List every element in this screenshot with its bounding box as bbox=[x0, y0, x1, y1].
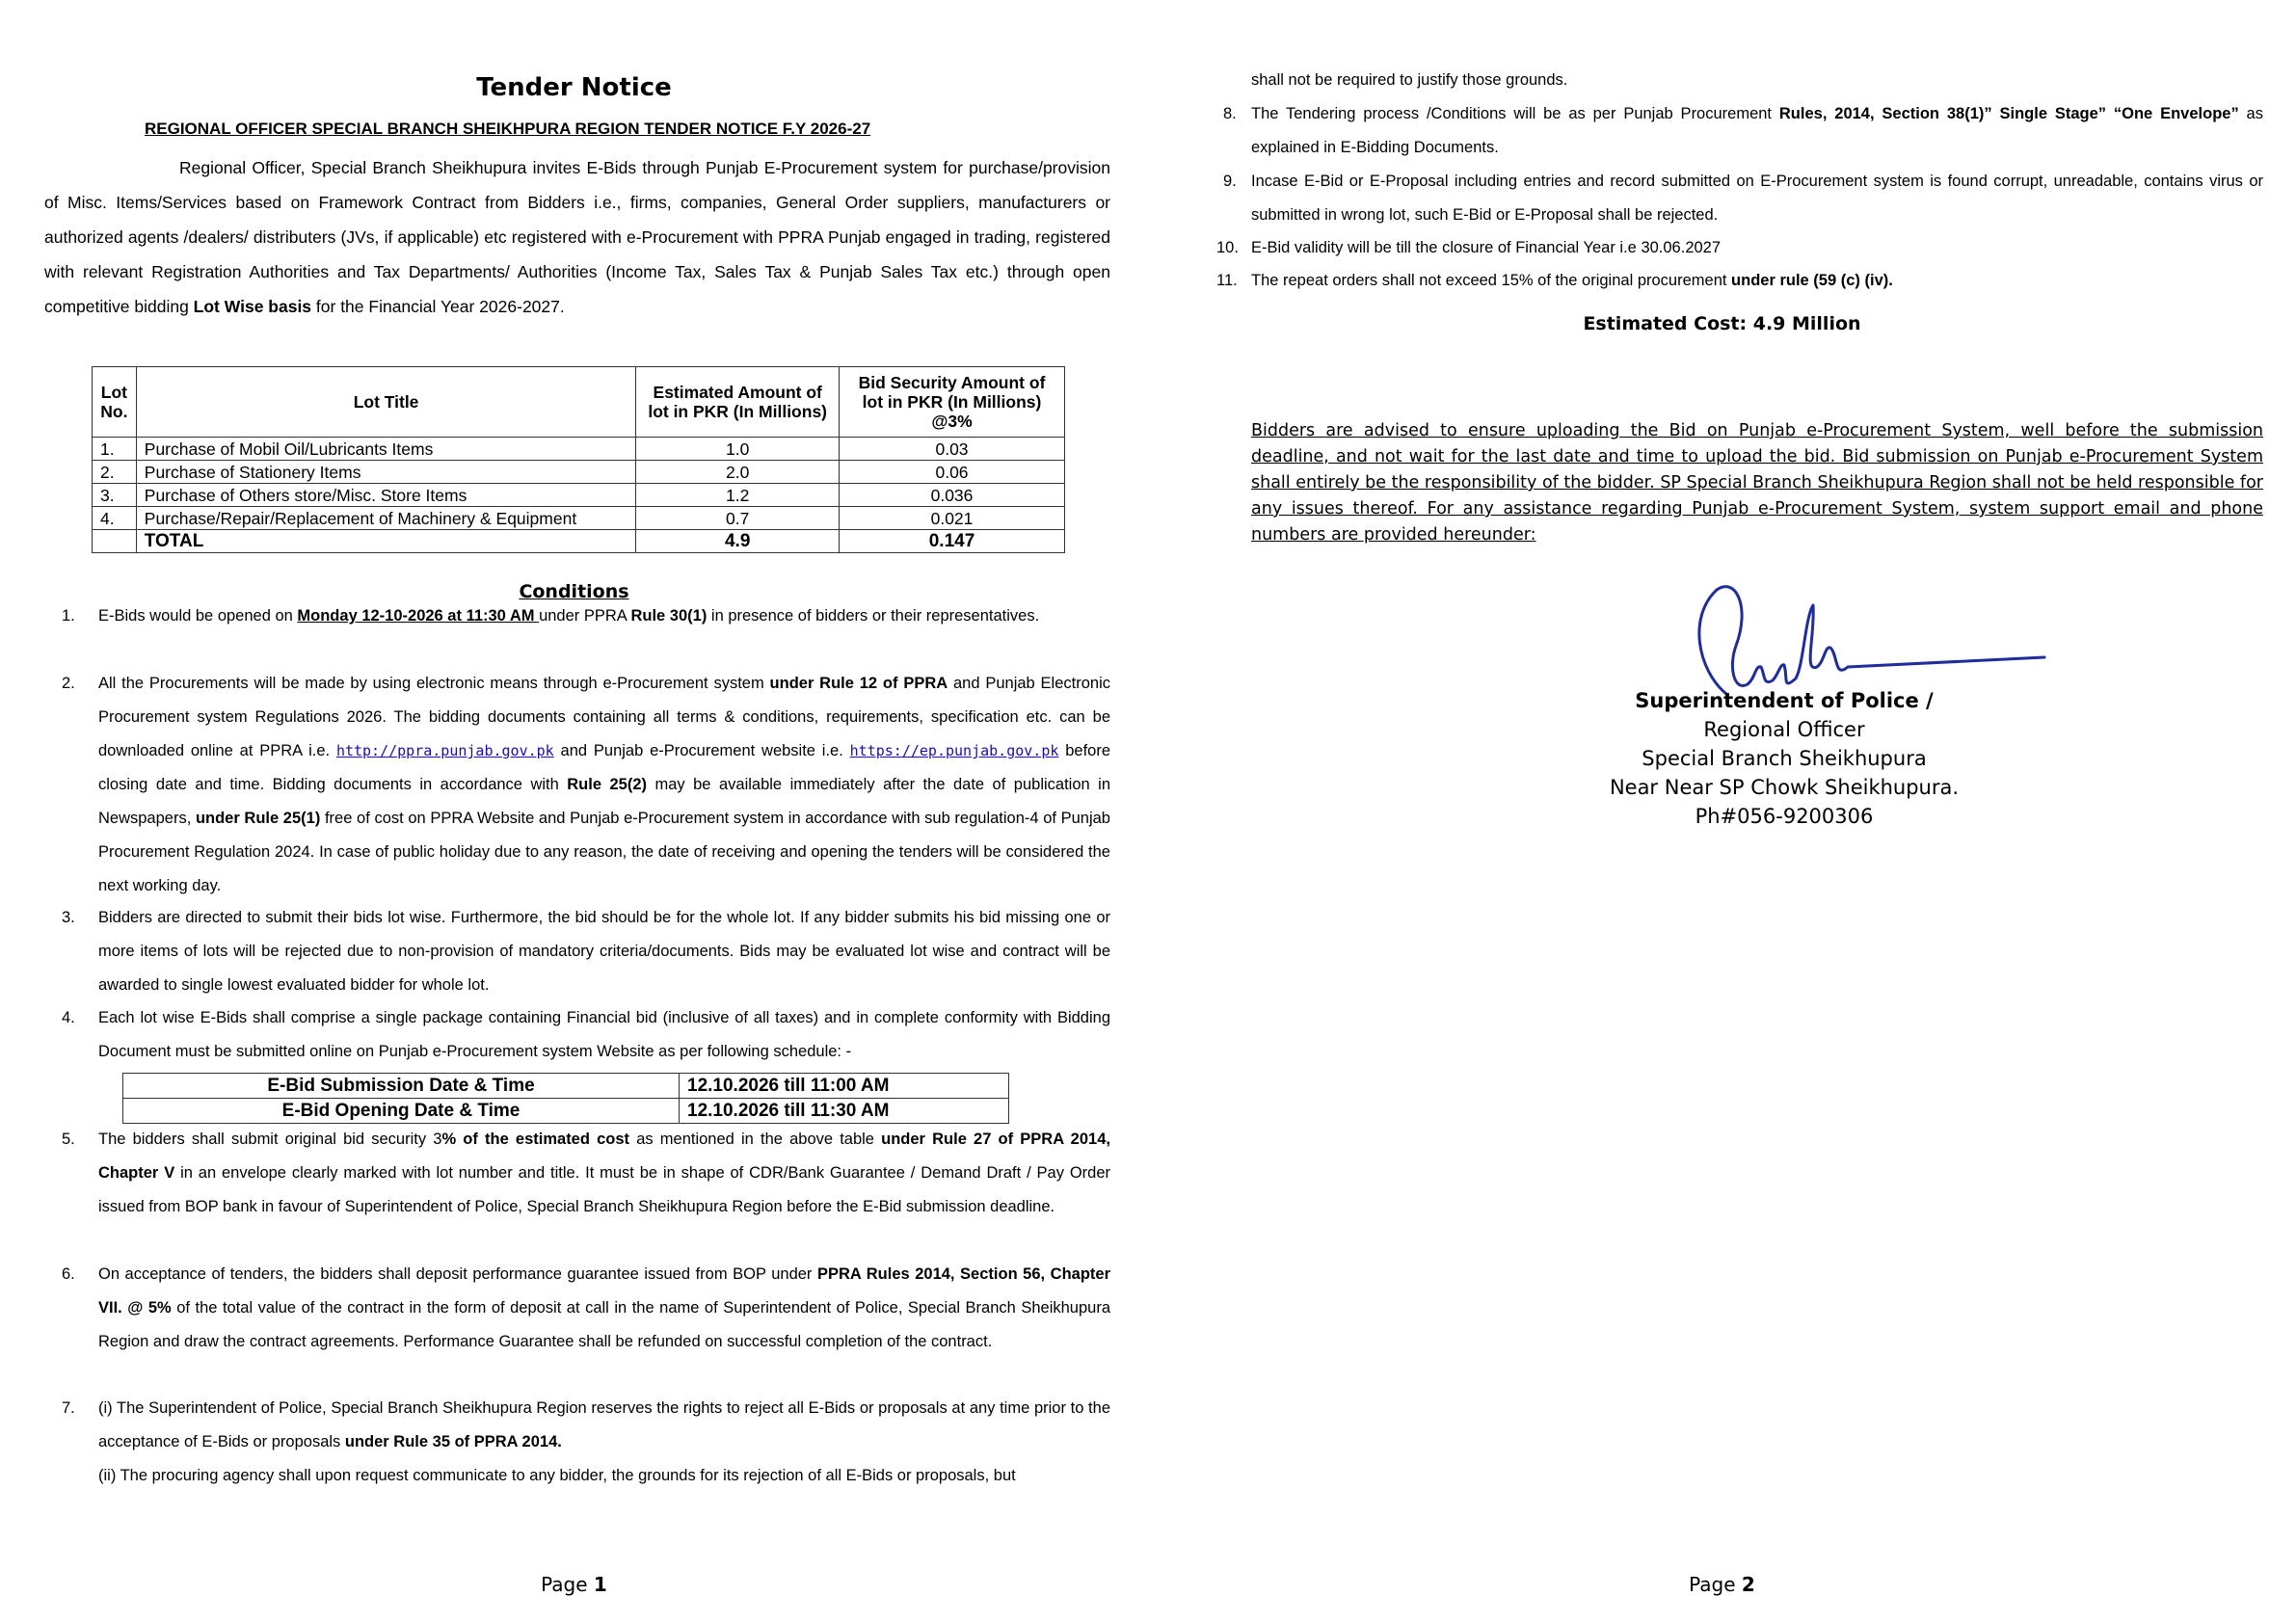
condition-number: 1. bbox=[62, 607, 75, 625]
text-run: (i) The Superintendent of Police, Special Branch Sheikhupura Region reserves the rights to reject all E-Bids or proposals at any time prior to the acceptance of E-Bids or proposals bbox=[98, 1399, 1110, 1450]
condition-number: 5. bbox=[62, 1131, 75, 1148]
condition-number: 6. bbox=[62, 1265, 75, 1283]
lot-table-header bbox=[93, 367, 1065, 438]
rule-ref: under Rule 12 of PPRA bbox=[769, 675, 948, 692]
page-number bbox=[0, 1573, 1148, 1596]
condition-text: Incase E-Bid or E-Proposal including entries and record submitted on E-Procurement system is found corrupt, unreadable, contains virus or submitted in wrong lot, such E-Bid or E-Proposal shall be rejected. bbox=[1251, 173, 2263, 224]
text-run: in an envelope clearly marked with lot number and title. It must be in shape of CDR/Bank Guarantee / Demand Draft / Pay Order issued from BOP bank in favour of Superintendent of Police, Special Branch Sheikhupura Region before the E-Bid submission deadline. bbox=[98, 1164, 1110, 1215]
condition-number: 8. bbox=[1223, 105, 1237, 122]
condition-number: 4. bbox=[62, 1009, 75, 1026]
signatory-address: Near Near SP Chowk Sheikhupura. bbox=[1609, 776, 1960, 799]
text-run: may be available immediately after the date of publication in Newspapers, bbox=[98, 776, 1110, 827]
signatory-phone: Ph#056-9200306 bbox=[1695, 805, 1874, 828]
text-run: under PPRA bbox=[539, 607, 631, 625]
rule-ref: PPRA Rules 2014, Section 56, Chapter VII. @ 5% bbox=[98, 1265, 1111, 1317]
intro-bold: Lot Wise basis bbox=[193, 297, 312, 316]
ppra-link[interactable]: http://ppra.punjab.gov.pk bbox=[335, 742, 554, 759]
opening-date: Monday 12-10-2026 at 11:30 AM bbox=[297, 607, 540, 625]
condition-text bbox=[98, 1392, 1110, 1493]
epro-link[interactable]: https://ep.punjab.gov.pk bbox=[849, 742, 1059, 759]
header-lot-title: Lot Title bbox=[136, 367, 636, 438]
lot-no: 2. bbox=[93, 461, 137, 484]
notice-subtitle: REGIONAL OFFICER SPECIAL BRANCH SHEIKHPURA REGION TENDER NOTICE F.Y 2026-27 bbox=[145, 120, 871, 138]
text-run: as mentioned in the above table bbox=[629, 1131, 882, 1148]
schedule-value: 12.10.2026 till 11:30 AM bbox=[680, 1099, 1009, 1124]
table-row bbox=[123, 1074, 1009, 1099]
page-2 bbox=[1148, 0, 2296, 1623]
signature-image bbox=[1659, 578, 2064, 704]
intro-paragraph bbox=[44, 150, 1110, 324]
condition-number: 3. bbox=[62, 909, 75, 926]
lot-title: Purchase/Repair/Replacement of Machinery & Equipment bbox=[136, 507, 636, 530]
condition-text bbox=[98, 1123, 1110, 1224]
header-bid-security: Bid Security Amount of lot in PKR (In Millions) @3% bbox=[840, 367, 1065, 438]
lot-estimated-amount: 2.0 bbox=[636, 461, 840, 484]
text-run: On acceptance of tenders, the bidders shall deposit performance guarantee issued from BOP under bbox=[98, 1265, 817, 1283]
condition-number: 10. bbox=[1216, 239, 1239, 256]
total-row bbox=[93, 530, 1065, 553]
text-run: (ii) The procuring agency shall upon request communicate to any bidder, the grounds for its rejection of all E-Bids or proposals, but bbox=[98, 1467, 1016, 1484]
condition-text: Bidders are directed to submit their bids lot wise. Furthermore, the bid should be for the whole lot. If any bidder submits his bid missing one or more items of lots will be rejected due to non-provision of mandatory criteria/documents. Bids may be evaluated lot wise and contract will be awarded to single lowest evaluated bidder for whole lot. bbox=[98, 909, 1110, 994]
lot-table bbox=[92, 366, 1065, 553]
condition-number: 11. bbox=[1216, 272, 1238, 289]
schedule-table bbox=[122, 1073, 1009, 1124]
lot-estimated-amount: 1.0 bbox=[636, 438, 840, 461]
text-run: before closing date and time. Bidding documents in accordance with bbox=[98, 742, 1110, 793]
lot-bid-security: 0.06 bbox=[840, 461, 1065, 484]
condition-number: 7. bbox=[62, 1399, 75, 1417]
signatory-line: Regional Officer bbox=[1703, 718, 1865, 741]
intro-text-end: for the Financial Year 2026-2027. bbox=[311, 297, 565, 316]
page-title: Tender Notice bbox=[476, 73, 672, 102]
lot-no: 1. bbox=[93, 438, 137, 461]
table-row bbox=[93, 484, 1065, 507]
table-row bbox=[93, 507, 1065, 530]
total-label: TOTAL bbox=[136, 530, 636, 553]
rule-ref: Rules, 2014, Section 38(1)” Single Stage” “One Envelope” bbox=[1778, 105, 2239, 122]
lot-title: Purchase of Mobil Oil/Lubricants Items bbox=[136, 438, 636, 461]
rule-ref: under rule (59 (c) (iv). bbox=[1731, 272, 1893, 289]
header-lot-no: Lot No. bbox=[93, 367, 137, 438]
conditions-heading: Conditions bbox=[519, 581, 629, 602]
rule-ref: under Rule 27 of PPRA 2014, Chapter V bbox=[98, 1131, 1110, 1182]
total-blank bbox=[93, 530, 137, 553]
text-run: The Tendering process /Conditions will be as per Punjab Procurement bbox=[1251, 105, 1779, 122]
lot-bid-security: 0.021 bbox=[840, 507, 1065, 530]
condition-text: E-Bid validity will be till the closure of Financial Year i.e 30.06.2027 bbox=[1251, 239, 1722, 256]
schedule-label: E-Bid Submission Date & Time bbox=[123, 1074, 680, 1099]
table-row bbox=[123, 1099, 1009, 1124]
lot-no: 3. bbox=[93, 484, 137, 507]
total-bid-security: 0.147 bbox=[840, 530, 1065, 553]
schedule-value: 12.10.2026 till 11:00 AM bbox=[680, 1074, 1009, 1099]
page-label: Page bbox=[1689, 1573, 1742, 1596]
text-run: E-Bids would be opened on bbox=[98, 607, 298, 625]
text-run: of the total value of the contract in the form of deposit at call in the name of Superintendent of Police, Special Branch Sheikhupura Region and draw the contract agreements. Performance Guarantee shall be refunded on successful completion of the contract. bbox=[98, 1299, 1110, 1350]
lot-estimated-amount: 1.2 bbox=[636, 484, 840, 507]
signatory-block bbox=[1495, 686, 2073, 831]
condition-text: Each lot wise E-Bids shall comprise a single package containing Financial bid (inclusive of all taxes) and in complete conformity with Bidding Document must be submitted online on Punjab e-Procurement system Website as per following schedule: - bbox=[98, 1009, 1110, 1060]
schedule-label: E-Bid Opening Date & Time bbox=[123, 1099, 680, 1124]
text-run: All the Procurements will be made by using electronic means through e-Procurement system bbox=[98, 675, 770, 692]
condition-text bbox=[1251, 264, 2263, 298]
table-row bbox=[93, 461, 1065, 484]
signatory-line: Special Branch Sheikhupura bbox=[1642, 747, 1927, 770]
condition-text bbox=[98, 1258, 1110, 1359]
page-label: Page bbox=[541, 1573, 594, 1596]
table-row bbox=[93, 438, 1065, 461]
lot-title: Purchase of Stationery Items bbox=[136, 461, 636, 484]
text-run: The repeat orders shall not exceed 15% of the original procurement bbox=[1251, 272, 1732, 289]
lot-bid-security: 0.03 bbox=[840, 438, 1065, 461]
text-run: and Punjab Electronic Procurement system Regulations 2026. The bidding documents containing all terms & conditions, requirements, specification etc. can be downloaded online at PPRA i.e. bbox=[98, 675, 1110, 759]
lot-title: Purchase of Others store/Misc. Store Items bbox=[136, 484, 636, 507]
header-estimated-amount: Estimated Amount of lot in PKR (In Millions) bbox=[636, 367, 840, 438]
condition-number: 2. bbox=[62, 675, 75, 692]
condition-number: 9. bbox=[1223, 173, 1237, 190]
intro-text: Regional Officer, Special Branch Sheikhupura invites E-Bids through Punjab E-Procurement system for purchase/provision of Misc. Items/Services based on Framework Contract from Bidders i.e., firms, companies, General Order suppliers, manufacturers or authorized agents /dealers/ distributers (JVs, if applicable) etc registered with e-Procurement with PPRA Punjab engaged in trading, registered with relevant Registration Authorities and Tax Departments/ Authorities (Income Tax, Sales Tax & Punjab Sales Tax etc.) through open competitive bidding bbox=[44, 158, 1110, 316]
rule-ref: under Rule 25(1) bbox=[195, 810, 321, 827]
lot-estimated-amount: 0.7 bbox=[636, 507, 840, 530]
bold-run: % of the estimated cost bbox=[441, 1131, 630, 1148]
text-run: as explained in E-Bidding Documents. bbox=[1251, 105, 2263, 156]
advice-paragraph: Bidders are advised to ensure uploading the Bid on Punjab e-Procurement System, well before the submission deadline, and not wait for the last date and time to upload the bid. Bid submission on Punjab e-Procurement System shall entirely be the responsibility of the bidder. SP Special Branch Sheikhupura Region shall not be held responsible for any issues thereof. For any assistance regarding Punjab e-Procurement System, system support email and phone numbers are provided hereunder: bbox=[1251, 421, 2263, 545]
page-number bbox=[1148, 1573, 2296, 1596]
text-run: The bidders shall submit original bid security 3 bbox=[98, 1131, 442, 1148]
condition-text bbox=[98, 599, 1110, 633]
lot-no: 4. bbox=[93, 507, 137, 530]
page-number-value: 1 bbox=[593, 1573, 607, 1596]
condition-text bbox=[1251, 97, 2263, 165]
lot-bid-security: 0.036 bbox=[840, 484, 1065, 507]
condition-text bbox=[98, 667, 1110, 903]
estimated-cost: Estimated Cost: 4.9 Million bbox=[1583, 313, 1861, 334]
text-run: free of cost on PPRA Website and Punjab e-Procurement system in accordance with sub regulation-4 of Punjab Procurement Regulation 2024. In case of public holiday due to any reason, the date of receiving and opening the tenders will be considered the next working day. bbox=[98, 810, 1110, 894]
signatory-designation: Superintendent of Police / bbox=[1635, 689, 1934, 712]
rule-ref: Rule 25(2) bbox=[567, 776, 648, 793]
text-run: and Punjab e-Procurement website i.e. bbox=[553, 742, 850, 759]
rule-ref: under Rule 35 of PPRA 2014. bbox=[344, 1433, 562, 1450]
rule-ref: Rule 30(1) bbox=[630, 607, 707, 625]
text-run: in presence of bidders or their representatives. bbox=[707, 607, 1040, 625]
total-estimated-amount: 4.9 bbox=[636, 530, 840, 553]
page-number-value: 2 bbox=[1741, 1573, 1755, 1596]
condition-text: shall not be required to justify those grounds. bbox=[1251, 71, 1568, 89]
